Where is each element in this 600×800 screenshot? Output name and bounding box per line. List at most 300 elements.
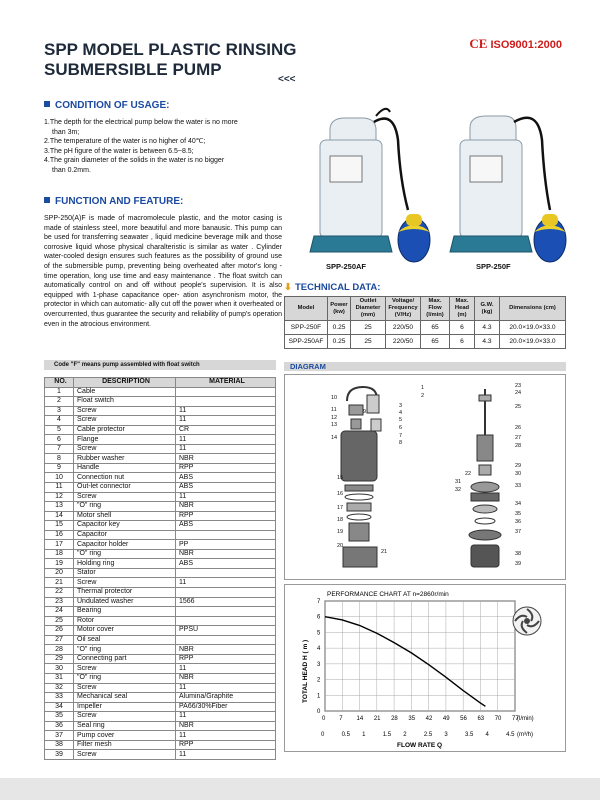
callout-label: 36 <box>515 519 522 525</box>
table-cell: Connection nut <box>74 473 176 483</box>
table-cell: 8 <box>45 454 74 464</box>
callout-label: 24 <box>515 390 522 396</box>
column-header: Max. Head (m) <box>450 297 475 321</box>
table-cell: 5 <box>45 425 74 435</box>
pump-spp-250af-image <box>310 109 430 262</box>
table-cell: 1 <box>45 387 74 397</box>
float-switch-note: Code "F" means pump assembled with float switch <box>44 360 276 370</box>
table-cell: 36 <box>45 721 74 731</box>
table-cell: Cable protector <box>74 425 176 435</box>
callout-label: 34 <box>515 501 522 507</box>
condition-item: 2.The temperature of the water is no higher of 40℃; <box>44 138 206 145</box>
table-cell: Capacitor holder <box>74 540 176 550</box>
table-row <box>45 626 276 636</box>
callout-label: 11 <box>331 407 337 413</box>
table-cell <box>176 588 276 598</box>
x-tick-label-bottom: 2 <box>403 732 407 738</box>
table-cell: RPP <box>176 463 276 473</box>
table-cell: 0.25 <box>328 321 351 335</box>
table-row <box>45 731 276 741</box>
table-row <box>45 664 276 674</box>
table-row <box>285 321 566 335</box>
table-cell: 31 <box>45 673 74 683</box>
table-cell: Screw <box>74 444 176 454</box>
table-cell: PP <box>176 540 276 550</box>
callout-label: 39 <box>515 561 522 567</box>
x-unit-top: (l/min) <box>517 716 534 722</box>
table-cell: 12 <box>45 492 74 502</box>
column-header: DESCRIPTION <box>74 378 176 388</box>
table-cell: Rotor <box>74 616 176 626</box>
table-cell <box>176 635 276 645</box>
table-cell: 11 <box>176 406 276 416</box>
table-cell: RPP <box>176 740 276 750</box>
table-row <box>45 673 276 683</box>
column-header: MATERIAL <box>176 378 276 388</box>
callout-label: 4 <box>399 410 403 416</box>
table-cell <box>176 387 276 397</box>
chart-grid <box>325 601 515 711</box>
table-cell: 23 <box>45 597 74 607</box>
bullet-square-icon <box>44 197 50 203</box>
table-row <box>45 521 276 531</box>
table-row <box>45 597 276 607</box>
pump-photos <box>290 100 570 272</box>
table-row <box>45 702 276 712</box>
callout-label: 8 <box>399 440 403 446</box>
x-tick-label-bottom: 0.5 <box>341 732 350 738</box>
callout-label: 31 <box>455 479 462 485</box>
table-cell: Thermal protector <box>74 588 176 598</box>
x-tick-label-top: 28 <box>391 716 398 722</box>
table-row <box>45 492 276 502</box>
diagram-heading <box>284 362 566 371</box>
table-cell: PPSU <box>176 626 276 636</box>
table-cell: Handle <box>74 463 176 473</box>
certification-badge <box>469 36 562 52</box>
pump-caption-right: SPP-250F <box>476 262 511 271</box>
table-cell: 19 <box>45 559 74 569</box>
callout-label: 26 <box>515 425 522 431</box>
table-cell: 4.3 <box>475 335 500 349</box>
table-cell: 29 <box>45 654 74 664</box>
table-cell: Out-let connector <box>74 483 176 493</box>
x-tick-label-top: 7 <box>339 716 343 722</box>
table-row <box>45 588 276 598</box>
table-cell: Holding ring <box>74 559 176 569</box>
table-cell: 32 <box>45 683 74 693</box>
table-cell: 28 <box>45 645 74 655</box>
callout-label: 32 <box>455 487 462 493</box>
table-cell: SPP-250F <box>285 321 328 335</box>
y-tick-label: 3 <box>317 661 321 668</box>
table-cell: 7 <box>45 444 74 454</box>
performance-chart <box>285 585 565 751</box>
x-tick-label-bottom: 4.5 <box>506 732 515 738</box>
condition-item: 3.The pH figure of the water is between 6.5~8.5; <box>44 147 194 155</box>
table-cell: 6 <box>450 321 475 335</box>
table-cell: NBR <box>176 645 276 655</box>
table-cell: 220/50 <box>386 321 421 335</box>
table-row <box>45 654 276 664</box>
callout-label: 2 <box>421 393 425 399</box>
table-cell: 11 <box>176 712 276 722</box>
table-cell: 15 <box>45 521 74 531</box>
table-cell: PA66/30%Fiber <box>176 702 276 712</box>
callout-label: 21 <box>381 549 388 555</box>
table-row <box>45 454 276 464</box>
table-row <box>45 712 276 722</box>
table-cell: "O" ring <box>74 502 176 512</box>
table-row <box>45 750 276 760</box>
table-cell: 35 <box>45 712 74 722</box>
table-row <box>45 473 276 483</box>
table-cell <box>176 568 276 578</box>
callout-label: 3 <box>399 403 403 409</box>
table-cell: Motor shell <box>74 511 176 521</box>
table-cell: 13 <box>45 502 74 512</box>
table-cell: NBR <box>176 454 276 464</box>
column-header: G.W. (kg) <box>475 297 500 321</box>
table-cell: Cable <box>74 387 176 397</box>
table-row <box>45 578 276 588</box>
table-cell: Alumina/Graphite <box>176 693 276 703</box>
table-cell: 2 <box>45 397 74 407</box>
table-cell: 65 <box>421 335 450 349</box>
condition-item: than 0.2mm. <box>52 166 91 174</box>
table-header-row <box>285 297 566 321</box>
performance-curve <box>325 617 485 707</box>
table-cell: 0.25 <box>328 335 351 349</box>
parts-table <box>44 377 276 760</box>
callout-label: 7 <box>399 433 403 439</box>
table-row <box>45 540 276 550</box>
nav-arrows: <<< <box>278 74 296 85</box>
callout-label: 17 <box>337 505 344 511</box>
table-cell: ABS <box>176 473 276 483</box>
diagram-box <box>284 374 566 580</box>
table-row <box>45 530 276 540</box>
table-cell: Screw <box>74 492 176 502</box>
table-cell: Screw <box>74 578 176 588</box>
callout-label: 13 <box>331 422 338 428</box>
table-cell: NBR <box>176 502 276 512</box>
table-cell: 18 <box>45 549 74 559</box>
title-line-2: SUBMERSIBLE PUMP <box>44 60 222 79</box>
table-cell: SPP-250AF <box>285 335 328 349</box>
table-cell: 11 <box>176 731 276 741</box>
parts-body <box>45 387 276 759</box>
table-row <box>45 444 276 454</box>
table-row <box>45 721 276 731</box>
table-cell: 20.0×19.0×33.0 <box>500 321 566 335</box>
callout-label: 18 <box>337 517 344 523</box>
table-row <box>45 511 276 521</box>
table-cell: 38 <box>45 740 74 750</box>
callout-label: 28 <box>515 443 522 449</box>
column-header: Power (kw) <box>328 297 351 321</box>
table-cell: RPP <box>176 511 276 521</box>
table-cell: CR <box>176 425 276 435</box>
x-tick-label-top: 14 <box>356 716 364 722</box>
table-cell: 30 <box>45 664 74 674</box>
table-cell: 17 <box>45 540 74 550</box>
table-row <box>285 335 566 349</box>
callout-label: 27 <box>515 435 522 441</box>
performance-chart-box <box>284 584 566 752</box>
table-cell: 11 <box>176 578 276 588</box>
table-row <box>45 435 276 445</box>
y-tick-label: 2 <box>317 677 321 684</box>
table-cell: Float switch <box>74 397 176 407</box>
table-cell: 11 <box>176 492 276 502</box>
table-cell: Stator <box>74 568 176 578</box>
table-cell: NBR <box>176 721 276 731</box>
chart-title: PERFORMANCE CHART AT n=2860r/min <box>327 591 449 598</box>
column-header: Voltage/ Frequency (V/Hz) <box>386 297 421 321</box>
table-row <box>45 616 276 626</box>
table-cell <box>176 397 276 407</box>
table-cell: Capacitor key <box>74 521 176 531</box>
callout-label: 33 <box>515 483 522 489</box>
callout-label: 30 <box>515 471 522 477</box>
x-tick-label-bottom: 1.5 <box>382 732 392 738</box>
table-cell: 220/50 <box>386 335 421 349</box>
callout-label: 15 <box>337 475 344 481</box>
table-row <box>45 568 276 578</box>
column-header: Max. Flow (l/min) <box>421 297 450 321</box>
table-cell: 27 <box>45 635 74 645</box>
technical-heading-text: TECHNICAL DATA: <box>294 282 381 293</box>
callout-label: 6 <box>399 425 403 431</box>
table-cell: 26 <box>45 626 74 636</box>
callout-label: 19 <box>337 529 344 535</box>
table-row <box>45 607 276 617</box>
x-tick-label-bottom: 1 <box>362 732 366 738</box>
x-tick-label-top: 56 <box>460 716 467 722</box>
condition-list <box>44 118 276 175</box>
column-header: Outlet Diameter (mm) <box>351 297 386 321</box>
table-cell: Screw <box>74 750 176 760</box>
pump-spp-250f-image <box>450 116 566 262</box>
table-cell: 4 <box>45 416 74 426</box>
x-tick-label-bottom: 4 <box>485 732 489 738</box>
column-header: Model <box>285 297 328 321</box>
table-cell: Undulated washer <box>74 597 176 607</box>
bullet-square-icon <box>44 101 50 107</box>
table-row <box>45 387 276 397</box>
table-row <box>45 425 276 435</box>
table-cell: 25 <box>351 321 386 335</box>
pump-caption-left: SPP-250AF <box>326 262 367 271</box>
table-cell: 4.3 <box>475 321 500 335</box>
down-arrow-icon: ⬇ <box>284 282 292 293</box>
x-tick-label-bottom: 0 <box>321 732 325 738</box>
table-cell: ABS <box>176 521 276 531</box>
table-row <box>45 397 276 407</box>
y-tick-label: 0 <box>317 709 321 715</box>
right-assembly <box>469 389 501 567</box>
x-tick-label-top: 0 <box>322 716 326 722</box>
table-cell: Bearing <box>74 607 176 617</box>
condition-item: 4.The grain diameter of the solids in the water is no bigger <box>44 157 225 164</box>
table-cell: 20 <box>45 568 74 578</box>
table-cell: 25 <box>351 335 386 349</box>
table-row <box>45 683 276 693</box>
function-heading <box>44 196 183 207</box>
table-cell: 3 <box>45 406 74 416</box>
table-cell: 21 <box>45 578 74 588</box>
table-cell: Oil seal <box>74 635 176 645</box>
condition-heading <box>44 100 169 111</box>
callout-label: 12 <box>331 415 338 421</box>
table-row <box>45 406 276 416</box>
parts-header-row <box>45 378 276 388</box>
iso-label: ISO9001:2000 <box>490 39 562 51</box>
y-tick-label: 7 <box>317 599 321 605</box>
callout-label: 1 <box>421 385 425 391</box>
technical-heading <box>284 282 380 293</box>
x-tick-label-bottom: 3 <box>444 732 448 738</box>
callout-label: 16 <box>337 491 344 497</box>
table-cell: 9 <box>45 463 74 473</box>
table-cell: Screw <box>74 664 176 674</box>
table-row <box>45 549 276 559</box>
function-heading-text: FUNCTION AND FEATURE: <box>55 196 184 207</box>
table-cell: 20.0×19.0×33.0 <box>500 335 566 349</box>
table-cell: 22 <box>45 588 74 598</box>
table-cell: Impeller <box>74 702 176 712</box>
table-cell: 11 <box>45 483 74 493</box>
x-axis-label: FLOW RATE Q <box>397 742 443 749</box>
table-row <box>45 635 276 645</box>
table-cell: Rubber washer <box>74 454 176 464</box>
table-cell: 24 <box>45 607 74 617</box>
callout-label: 20 <box>337 543 344 549</box>
table-cell: RPP <box>176 654 276 664</box>
table-cell: Flange <box>74 435 176 445</box>
table-cell: 11 <box>176 664 276 674</box>
title-line-1: SPP MODEL PLASTIC RINSING <box>44 40 297 59</box>
table-cell: 1566 <box>176 597 276 607</box>
table-row <box>45 740 276 750</box>
x-tick-label-bottom: 2.5 <box>423 732 433 738</box>
table-cell: 34 <box>45 702 74 712</box>
table-cell <box>176 530 276 540</box>
x-tick-label-bottom: 3.5 <box>464 732 474 738</box>
footer-bar <box>0 778 600 800</box>
table-row <box>45 416 276 426</box>
table-cell: Connecting part <box>74 654 176 664</box>
table-cell: Screw <box>74 416 176 426</box>
y-tick-label: 1 <box>317 693 321 700</box>
table-cell: Screw <box>74 712 176 722</box>
table-cell: ABS <box>176 483 276 493</box>
technical-table <box>284 296 566 349</box>
table-cell <box>176 607 276 617</box>
table-row <box>45 502 276 512</box>
table-cell: Motor cover <box>74 626 176 636</box>
y-tick-label: 5 <box>317 630 321 637</box>
table-cell: 6 <box>45 435 74 445</box>
column-header: NO. <box>45 378 74 388</box>
column-header: Dimensions (cm) <box>500 297 566 321</box>
condition-item: than 3m; <box>52 128 80 136</box>
page-title <box>44 40 297 80</box>
table-cell <box>176 616 276 626</box>
x-tick-label-top: 21 <box>373 716 381 722</box>
table-cell: Screw <box>74 406 176 416</box>
table-row <box>45 559 276 569</box>
table-cell: 11 <box>176 444 276 454</box>
chart-marks <box>317 599 519 738</box>
table-row <box>45 693 276 703</box>
x-tick-label-top: 49 <box>442 716 450 722</box>
table-row <box>45 483 276 493</box>
function-text: SPP-250(A)F is made of macromolecule plastic, and the motor casing is made of stainless steel, more beautiful and more banausic. This pump can be used for transferring seawater , liquid medicine beverage milk and those corrosive liquid whose physical charalteristic is similar as water . Cylinder water-cooled design ensures such features as the possibility of ground use of the submersible pump, preventing being overheated after motor's long - time operation, long use time and easy maintenance . The float switch can automatically control on and off without people's supervision. It is also equipped with 1-phase capacitance oper- ation asynchronism motor, the protector in which can automatic- ally cut off the power when it overheated or overcurrented, thus guarantee the security and reliability of pump's operation even in the atrocious environment. <box>44 215 282 328</box>
callout-label: 10 <box>331 395 338 401</box>
table-cell: 37 <box>45 731 74 741</box>
y-tick-label: 4 <box>317 646 321 653</box>
ce-mark: CE <box>469 36 488 51</box>
condition-heading-text: CONDITION OF USAGE: <box>55 100 170 111</box>
table-cell: NBR <box>176 673 276 683</box>
plot-frame <box>325 601 515 711</box>
x-tick-label-top: 42 <box>425 716 433 722</box>
table-cell: 11 <box>176 750 276 760</box>
callout-label: 38 <box>515 551 522 557</box>
callout-label: 29 <box>515 463 522 469</box>
x-unit-bottom: (m³/h) <box>517 732 533 738</box>
y-axis-label: TOTAL HEAD H ( m ) <box>302 639 309 703</box>
callout-label: 14 <box>331 435 338 441</box>
table-cell: ABS <box>176 559 276 569</box>
table-cell: 16 <box>45 530 74 540</box>
table-cell: 11 <box>176 435 276 445</box>
table-cell: Mechanical seal <box>74 693 176 703</box>
exploded-view-diagram <box>285 375 565 579</box>
table-cell: Filter mesh <box>74 740 176 750</box>
x-tick-label-top: 70 <box>494 716 502 722</box>
table-cell: NBR <box>176 549 276 559</box>
callout-label: 22 <box>465 471 472 477</box>
table-cell: Seal ring <box>74 721 176 731</box>
x-tick-label-top: 35 <box>408 716 416 722</box>
table-cell: Screw <box>74 683 176 693</box>
table-cell: "O" ring <box>74 549 176 559</box>
table-cell: Capacitor <box>74 530 176 540</box>
table-cell: "O" ring <box>74 645 176 655</box>
x-tick-label-top: 77 <box>512 716 519 722</box>
left-assembly <box>341 387 381 567</box>
table-row <box>45 463 276 473</box>
callout-label: 9 <box>363 409 367 415</box>
x-tick-label-top: 63 <box>477 716 485 722</box>
callout-label: 25 <box>515 404 522 410</box>
table-cell: 11 <box>176 683 276 693</box>
diagram-heading-text: DIAGRAM <box>290 362 326 371</box>
callout-label: 37 <box>515 529 522 535</box>
table-cell: "O" ring <box>74 673 176 683</box>
table-cell: 10 <box>45 473 74 483</box>
table-cell: 33 <box>45 693 74 703</box>
table-cell: 25 <box>45 616 74 626</box>
y-tick-label: 6 <box>317 614 321 621</box>
table-cell: 39 <box>45 750 74 760</box>
table-cell: 6 <box>450 335 475 349</box>
condition-item: 1.The depth for the electrical pump below the water is no more <box>44 119 238 126</box>
callout-label: 35 <box>515 511 522 517</box>
